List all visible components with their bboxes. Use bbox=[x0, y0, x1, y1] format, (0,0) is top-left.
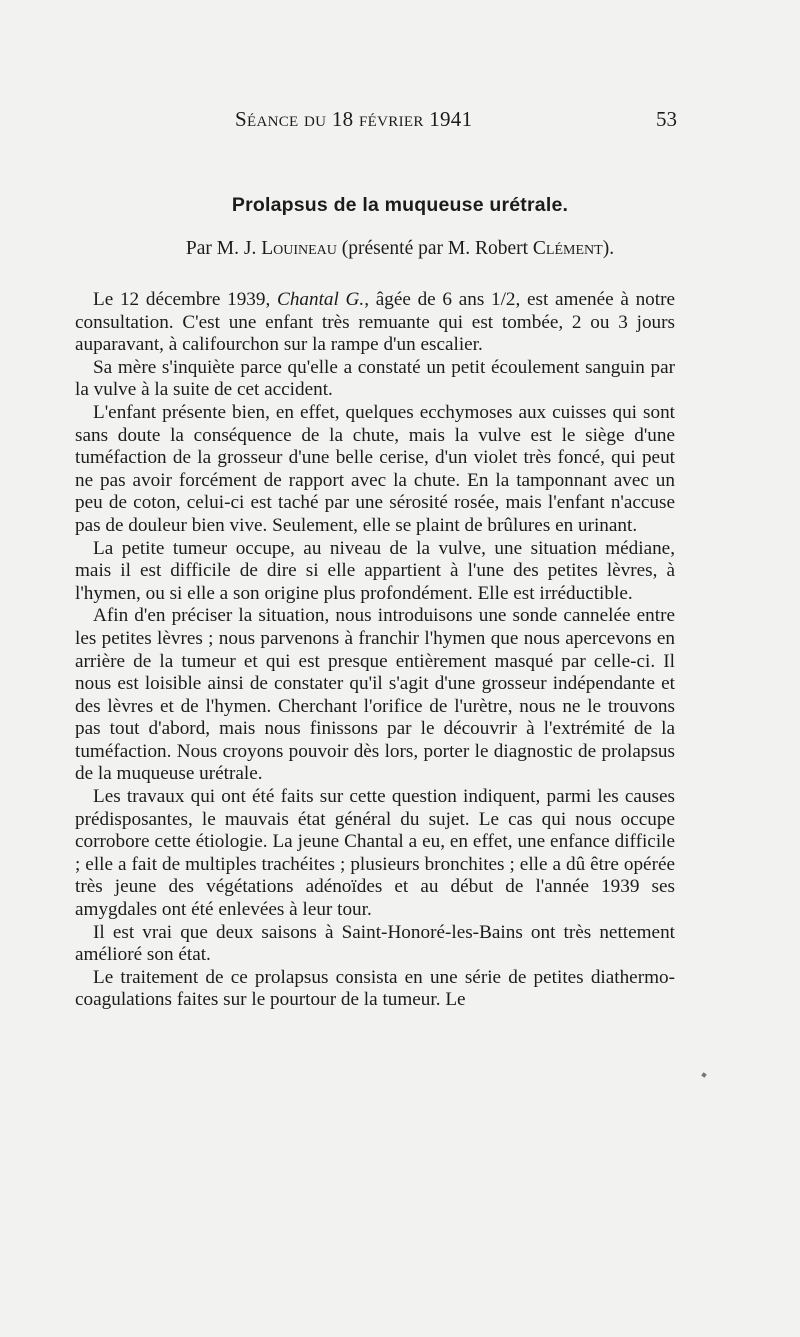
byline-prefix: Par M. J. bbox=[185, 238, 257, 259]
paragraph: Le 12 décembre 1939, Chantal G., âgée de 6 ans 1/2, est amenée à notre consultation. C'est une enfant très remuante qui est tombée, 2 ou 3 jours auparavant, à califourchon sur la rampe d'un escalier. bbox=[75, 289, 675, 356]
article-title: Prolapsus de la muqueuse urétrale. bbox=[231, 194, 569, 216]
print-mark bbox=[701, 1072, 707, 1078]
paragraph: Le traitement de ce prolapsus consista en une série de petites diathermo-coagulations faites sur le pourtour de la tumeur. Le bbox=[75, 966, 675, 1011]
byline-close: ). bbox=[602, 238, 615, 259]
page-number: 53 bbox=[656, 107, 677, 131]
presenter-name: Clément bbox=[532, 238, 603, 259]
presented-by: (présenté par M. Robert bbox=[341, 238, 529, 259]
seance-year: 1941 bbox=[429, 107, 473, 131]
paragraph: L'enfant présente bien, en effet, quelques ecchymoses aux cuisses qui sont sans doute la conséquence de la chute, mais la vulve est le siège d'une tuméfaction de la grosseur d'une belle cerise, d'un violet très foncé, qui peut ne pas avoir forcément de rapport avec la chute. En la tamponnant avec un peu de coton, celui-ci est taché par une sérosité rosée, mais l'enfant n'accuse pas de douleur bien vive. Seulement, elle se plaint de brûlures en urinant. bbox=[75, 401, 675, 536]
seance-label: Séance du bbox=[235, 107, 327, 131]
paragraph: Il est vrai que deux saisons à Saint-Honoré-les-Bains ont très nettement amélioré son état. bbox=[75, 921, 675, 966]
running-title bbox=[235, 107, 472, 132]
seance-month: février bbox=[359, 107, 424, 131]
paragraph: Les travaux qui ont été faits sur cette question indiquent, parmi les causes prédisposantes, le mauvais état général du sujet. Le cas qui nous occupe corrobore cette étiologie. La jeune Chantal a eu, en effet, une enfance difficile ; elle a fait de multiples trachéites ; plusieurs bronchites ; elle a dû être opérée très jeune des végétations adénoïdes et au début de l'année 1939 ses amygdales ont été enlevées à leur tour. bbox=[75, 786, 675, 921]
author-name: Louineau bbox=[261, 238, 337, 259]
paragraph: Afin d'en préciser la situation, nous introduisons une sonde cannelée entre les petites lèvres ; nous parvenons à franchir l'hymen que nous apercevons en arrière de la tumeur et qui est presque entièrement masqué par celle-ci. Il nous est loisible ainsi de constater qu'il s'agit d'une grosseur indépendante et des lèvres et de l'hymen. Cherchant l'orifice de l'urètre, nous ne le trouvons pas tout d'abord, mais nous finissons par le découvrir à l'extrémité de la tuméfaction. Nous croyons pouvoir dès lors, porter le diagnostic de prolapsus de la muqueuse urétrale. bbox=[75, 605, 675, 785]
patient-name: Chantal G. bbox=[277, 289, 365, 310]
article-byline bbox=[0, 238, 800, 260]
seance-day: 18 bbox=[331, 107, 354, 131]
running-header bbox=[75, 107, 677, 137]
paragraph: La petite tumeur occupe, au niveau de la vulve, une situation médiane, mais il est difficile de dire si elle appartient à l'une des petites lèvres, à l'hymen, ou si elle a son origine plus profondément. Elle est irréductible. bbox=[75, 537, 675, 604]
paragraph: Sa mère s'inquiète parce qu'elle a constaté un petit écoulement sanguin par la vulve à la suite de cet accident. bbox=[75, 356, 675, 401]
article-body bbox=[75, 289, 675, 1012]
